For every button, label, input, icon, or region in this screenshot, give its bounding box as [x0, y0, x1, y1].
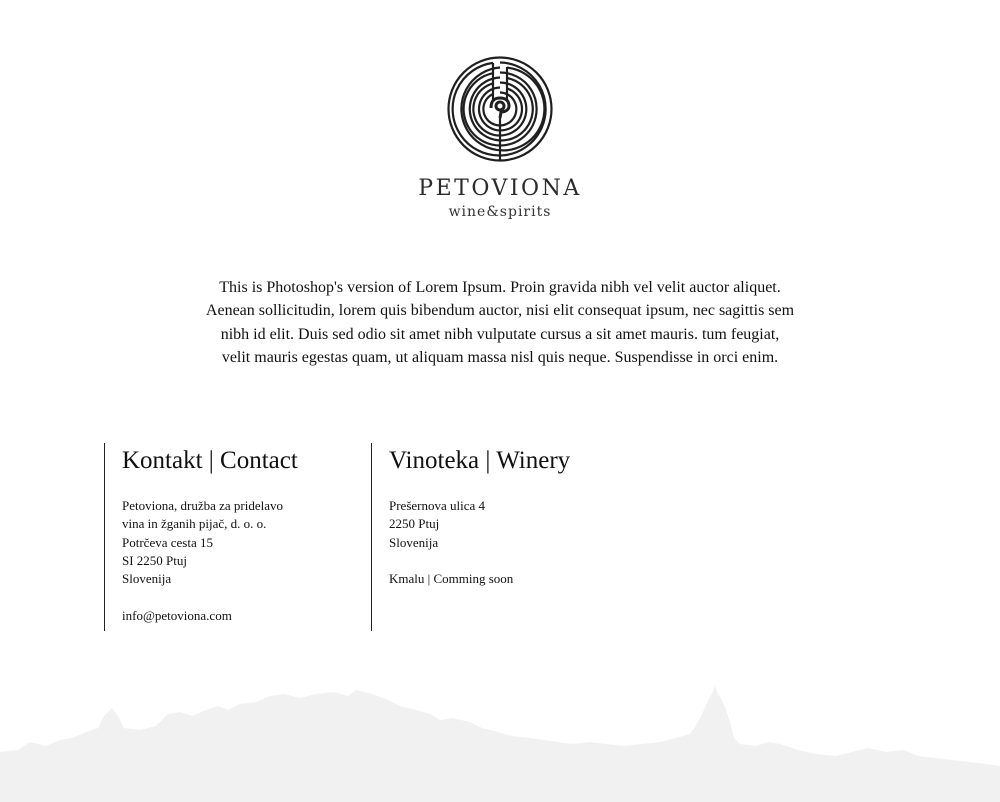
brand-tagline: wine&spirits — [448, 204, 552, 220]
town-skyline-illustration — [0, 680, 1000, 802]
contact-street: Potrčeva cesta 15 — [122, 534, 213, 550]
contact-column — [104, 443, 371, 631]
contact-heading: Kontakt | Contact — [122, 447, 298, 474]
contact-company-line-2: vina in žganih pijač, d. o. o. — [122, 516, 267, 532]
spacer — [389, 552, 671, 570]
contact-country: Slovenija — [122, 571, 172, 587]
winery-country: Slovenija — [389, 534, 439, 550]
winery-street: Prešernova ulica 4 — [389, 498, 486, 513]
logo[interactable] — [0, 56, 1000, 221]
contact-company-line-1: Petoviona, družba za pridelavo — [122, 498, 283, 513]
labyrinth-icon — [447, 56, 553, 162]
contact-city: SI 2250 Ptuj — [122, 552, 188, 568]
winery-city: 2250 Ptuj — [389, 516, 440, 532]
winery-heading: Vinoteka | Winery — [389, 447, 571, 474]
intro-paragraph: This is Photoshop's version of Lorem Ipsum. Proin gravida nibh vel velit auctor aliquet. Aenean sollicitudin, lorem quis bibendum auctor, nisi elit consequat ipsum, nec sagittis sem nibh id elit. Duis sed odio sit amet nibh vulputate cursus a sit amet mauris. tum feugiat, velit mauris egestas quam, ut aliquam massa nisl quis neque. Suspendisse in orci enim. — [205, 279, 795, 367]
contact-address — [122, 497, 371, 625]
winery-address — [389, 497, 671, 588]
contact-email-link[interactable]: info@petoviona.com — [122, 607, 232, 623]
winery-column — [371, 443, 671, 631]
brand-name: PETOVIONA — [418, 176, 582, 201]
spacer — [122, 588, 371, 606]
winery-status: Kmalu | Comming soon — [389, 571, 514, 587]
